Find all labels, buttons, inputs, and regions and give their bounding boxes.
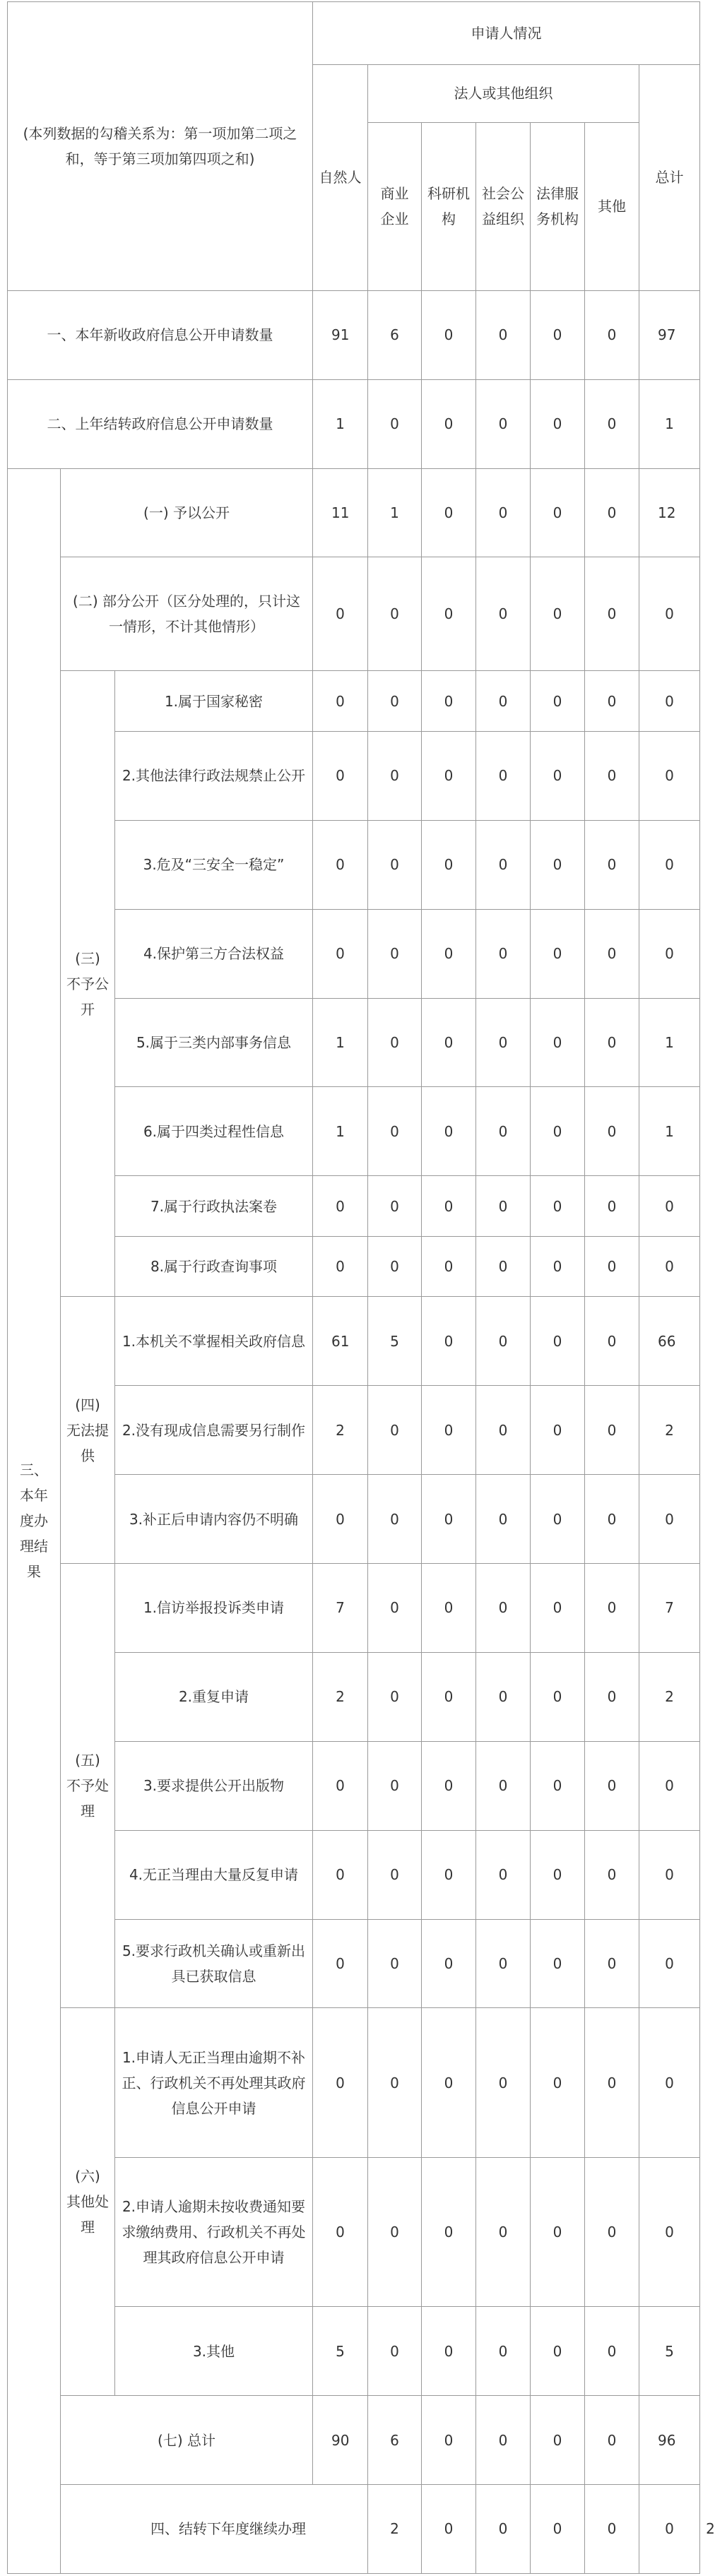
cell-value: 0 bbox=[531, 998, 585, 1087]
table-row bbox=[8, 671, 700, 732]
cell-value: 0 bbox=[531, 2157, 585, 2306]
cell-value: 0 bbox=[422, 2307, 476, 2396]
applicant-header: 申请人情况 bbox=[313, 2, 700, 65]
cell-value: 0 bbox=[585, 1919, 639, 2008]
cell-value: 0 bbox=[422, 557, 476, 671]
row-label: 6.属于四类过程性信息 bbox=[115, 1087, 313, 1176]
cell-value: 0 bbox=[531, 2484, 585, 2573]
cell-value: 0 bbox=[476, 468, 531, 557]
cell-value: 0 bbox=[585, 1386, 639, 1475]
col-business: 商业企业 bbox=[368, 123, 422, 291]
cell-value: 0 bbox=[476, 1297, 531, 1386]
cell-value: 97 bbox=[639, 290, 700, 379]
row-label: 四、结转下年度继续办理 bbox=[61, 2484, 368, 2573]
cell-value: 0 bbox=[313, 671, 368, 732]
cell-value: 0 bbox=[476, 1741, 531, 1830]
cell-value: 0 bbox=[313, 732, 368, 821]
cell-value: 0 bbox=[313, 1919, 368, 2008]
cell-value: 0 bbox=[476, 557, 531, 671]
gov-info-disclosure-table bbox=[7, 1, 715, 2574]
cell-value: 0 bbox=[531, 1176, 585, 1237]
cell-value: 0 bbox=[531, 2396, 585, 2485]
cell-value: 0 bbox=[476, 671, 531, 732]
cell-value: 0 bbox=[422, 671, 476, 732]
table-row bbox=[8, 557, 700, 671]
cell-value: 2 bbox=[313, 1652, 368, 1741]
table-row bbox=[8, 379, 700, 468]
cell-value: 0 bbox=[476, 1386, 531, 1475]
cell-value: 0 bbox=[585, 1564, 639, 1653]
cell-value: 1 bbox=[368, 468, 422, 557]
cell-value: 0 bbox=[585, 557, 639, 671]
cell-value: 0 bbox=[422, 1741, 476, 1830]
cell-value: 0 bbox=[422, 2484, 476, 2573]
row-label: 3.补正后申请内容仍不明确 bbox=[115, 1475, 313, 1564]
cell-value: 0 bbox=[585, 2157, 639, 2306]
cell-value: 61 bbox=[313, 1297, 368, 1386]
cell-value: 0 bbox=[639, 1741, 700, 1830]
legal-org-header: 法人或其他组织 bbox=[368, 64, 639, 123]
cell-value: 0 bbox=[639, 1830, 700, 1919]
cell-value: 0 bbox=[476, 1475, 531, 1564]
cell-value: 7 bbox=[639, 1564, 700, 1653]
cell-value: 0 bbox=[476, 1087, 531, 1176]
cell-value: 0 bbox=[476, 1652, 531, 1741]
cell-value: 12 bbox=[639, 468, 700, 557]
cell-value: 0 bbox=[585, 732, 639, 821]
cell-value: 0 bbox=[422, 1652, 476, 1741]
cell-value: 0 bbox=[639, 671, 700, 732]
group-label: (六) 其他处理 bbox=[61, 2008, 115, 2396]
cell-value: 0 bbox=[585, 1297, 639, 1386]
col-other: 其他 bbox=[585, 123, 639, 291]
cell-value: 0 bbox=[585, 1087, 639, 1176]
cell-value: 0 bbox=[531, 820, 585, 909]
cell-value: 0 bbox=[531, 1830, 585, 1919]
row-label: 2.其他法律行政法规禁止公开 bbox=[115, 732, 313, 821]
cell-value: 0 bbox=[531, 2307, 585, 2396]
cell-value: 0 bbox=[422, 732, 476, 821]
cell-value: 0 bbox=[368, 2307, 422, 2396]
cell-value: 0 bbox=[585, 820, 639, 909]
cell-value: 0 bbox=[422, 1087, 476, 1176]
cell-value: 0 bbox=[422, 1830, 476, 1919]
cell-value: 91 bbox=[313, 290, 368, 379]
cell-value: 0 bbox=[585, 998, 639, 1087]
cell-value: 0 bbox=[639, 2157, 700, 2306]
cell-value: 0 bbox=[639, 2008, 700, 2157]
cell-value: 0 bbox=[313, 1236, 368, 1297]
cell-value: 0 bbox=[368, 1919, 422, 2008]
cell-value: 0 bbox=[531, 290, 585, 379]
cell-value: 0 bbox=[476, 2396, 531, 2485]
cell-value: 0 bbox=[639, 732, 700, 821]
row-label: 3.其他 bbox=[115, 2307, 313, 2396]
cell-value: 7 bbox=[313, 1564, 368, 1653]
cell-value: 0 bbox=[422, 909, 476, 998]
cell-value: 0 bbox=[531, 557, 585, 671]
section3-label: 三、本年度办理结果 bbox=[8, 468, 61, 2574]
cell-value: 0 bbox=[639, 1176, 700, 1237]
cell-value: 0 bbox=[476, 1176, 531, 1237]
cell-value: 0 bbox=[531, 1564, 585, 1653]
cell-value: 0 bbox=[531, 379, 585, 468]
row-label: 4.无正当理由大量反复申请 bbox=[115, 1830, 313, 1919]
cell-value: 1 bbox=[313, 998, 368, 1087]
row-label: 3.要求提供公开出版物 bbox=[115, 1741, 313, 1830]
cell-value: 0 bbox=[422, 1297, 476, 1386]
cell-value: 0 bbox=[368, 557, 422, 671]
table-row bbox=[8, 2008, 700, 2157]
cell-value: 0 bbox=[531, 1386, 585, 1475]
cell-value: 0 bbox=[476, 732, 531, 821]
cell-value: 0 bbox=[639, 557, 700, 671]
row-label: 1.申请人无正当理由逾期不补正、行政机关不再处理其政府信息公开申请 bbox=[115, 2008, 313, 2157]
cell-value: 0 bbox=[368, 671, 422, 732]
col-total: 总计 bbox=[639, 64, 700, 290]
row-label: 2.没有现成信息需要另行制作 bbox=[115, 1386, 313, 1475]
cell-value: 0 bbox=[531, 1741, 585, 1830]
cell-value: 0 bbox=[531, 1236, 585, 1297]
row-label: 二、上年结转政府信息公开申请数量 bbox=[8, 379, 313, 468]
cell-value: 0 bbox=[639, 1919, 700, 2008]
cell-value: 0 bbox=[531, 1919, 585, 2008]
cell-value: 5 bbox=[639, 2307, 700, 2396]
table-row: 四、结转下年度继续办理 2 0 0 0 0 0 2 bbox=[8, 2484, 700, 2573]
cell-value: 0 bbox=[368, 732, 422, 821]
cell-value: 0 bbox=[422, 1919, 476, 2008]
cell-value: 0 bbox=[639, 2484, 700, 2573]
cell-value: 0 bbox=[368, 909, 422, 998]
cell-value: 0 bbox=[368, 1236, 422, 1297]
cell-value: 0 bbox=[368, 2008, 422, 2157]
cell-value: 0 bbox=[531, 1297, 585, 1386]
cell-value: 0 bbox=[531, 468, 585, 557]
row-label: 3.危及“三安全一稳定” bbox=[115, 820, 313, 909]
cell-value: 0 bbox=[585, 379, 639, 468]
cell-value: 6 bbox=[368, 2396, 422, 2485]
cell-value: 0 bbox=[585, 2307, 639, 2396]
cell-value: 0 bbox=[313, 1176, 368, 1237]
cell-value: 96 bbox=[639, 2396, 700, 2485]
cell-value: 0 bbox=[476, 1236, 531, 1297]
cell-value: 1 bbox=[639, 379, 700, 468]
cell-value: 0 bbox=[476, 1830, 531, 1919]
cell-value: 0 bbox=[476, 379, 531, 468]
cell-value: 0 bbox=[368, 1741, 422, 1830]
col-research: 科研机构 bbox=[422, 123, 476, 291]
row-label: 一、本年新收政府信息公开申请数量 bbox=[8, 290, 313, 379]
table-note: (本列数据的勾稽关系为：第一项加第二项之和，等于第三项加第四项之和) bbox=[8, 2, 313, 291]
cell-value: 0 bbox=[422, 2157, 476, 2306]
cell-value: 0 bbox=[422, 290, 476, 379]
group-label: (五) 不予处理 bbox=[61, 1564, 115, 2008]
cell-value: 0 bbox=[476, 1564, 531, 1653]
cell-value: 0 bbox=[313, 2008, 368, 2157]
cell-value: 0 bbox=[531, 732, 585, 821]
cell-value: 0 bbox=[422, 1386, 476, 1475]
cell-value: 0 bbox=[639, 909, 700, 998]
cell-value: 0 bbox=[476, 2484, 531, 2573]
row-label: 1.属于国家秘密 bbox=[115, 671, 313, 732]
row-label: 1.本机关不掌握相关政府信息 bbox=[115, 1297, 313, 1386]
cell-value: 0 bbox=[585, 2008, 639, 2157]
cell-value: 0 bbox=[639, 1475, 700, 1564]
table-row bbox=[8, 1564, 700, 1653]
cell-value: 0 bbox=[368, 2157, 422, 2306]
cell-value: 0 bbox=[476, 2008, 531, 2157]
cell-value: 0 bbox=[585, 290, 639, 379]
cell-value: 1 bbox=[639, 998, 700, 1087]
cell-value: 0 bbox=[313, 1475, 368, 1564]
col-public-welfare: 社会公益组织 bbox=[476, 123, 531, 291]
cell-value: 0 bbox=[531, 1087, 585, 1176]
group-label: (三) 不予公开 bbox=[61, 671, 115, 1297]
col-legal-service: 法律服务机构 bbox=[531, 123, 585, 291]
cell-value: 0 bbox=[585, 1652, 639, 1741]
cell-value: 2 bbox=[639, 1652, 700, 1741]
cell-value: 0 bbox=[422, 379, 476, 468]
cell-value: 0 bbox=[368, 1830, 422, 1919]
cell-value: 0 bbox=[313, 909, 368, 998]
table-row bbox=[8, 2396, 700, 2485]
cell-value: 0 bbox=[585, 468, 639, 557]
cell-value: 0 bbox=[531, 1652, 585, 1741]
row-label: (二) 部分公开（区分处理的，只计这一情形，不计其他情形） bbox=[61, 557, 313, 671]
cell-value: 0 bbox=[422, 1564, 476, 1653]
row-label: 1.信访举报投诉类申请 bbox=[115, 1564, 313, 1653]
col-natural-person: 自然人 bbox=[313, 64, 368, 290]
cell-value: 0 bbox=[476, 998, 531, 1087]
row-label: 2.申请人逾期未按收费通知要求缴纳费用、行政机关不再处理其政府信息公开申请 bbox=[115, 2157, 313, 2306]
cell-value: 0 bbox=[422, 820, 476, 909]
cell-value: 0 bbox=[422, 2396, 476, 2485]
cell-value: 0 bbox=[368, 1386, 422, 1475]
table-row bbox=[8, 468, 700, 557]
cell-value: 0 bbox=[422, 1475, 476, 1564]
cell-value: 0 bbox=[585, 1236, 639, 1297]
cell-value: 0 bbox=[422, 998, 476, 1087]
cell-value: 0 bbox=[585, 1741, 639, 1830]
cell-value: 0 bbox=[585, 671, 639, 732]
cell-value: 5 bbox=[368, 1297, 422, 1386]
table-row bbox=[8, 290, 700, 379]
cell-value: 0 bbox=[368, 998, 422, 1087]
cell-value: 0 bbox=[422, 2008, 476, 2157]
cell-value: 0 bbox=[476, 2307, 531, 2396]
cell-value: 0 bbox=[422, 1176, 476, 1237]
cell-value: 0 bbox=[368, 1564, 422, 1653]
cell-value: 0 bbox=[585, 1830, 639, 1919]
cell-value: 6 bbox=[368, 290, 422, 379]
group-label: (四) 无法提供 bbox=[61, 1297, 115, 1564]
row-label: 5.属于三类内部事务信息 bbox=[115, 998, 313, 1087]
cell-value: 0 bbox=[585, 1475, 639, 1564]
cell-value: 1 bbox=[313, 1087, 368, 1176]
cell-value: 0 bbox=[585, 2396, 639, 2485]
cell-value: 0 bbox=[531, 909, 585, 998]
row-label: (七) 总计 bbox=[61, 2396, 313, 2485]
row-label: (一) 予以公开 bbox=[61, 468, 313, 557]
cell-value: 5 bbox=[313, 2307, 368, 2396]
cell-value: 1 bbox=[639, 1087, 700, 1176]
row-label: 8.属于行政查询事项 bbox=[115, 1236, 313, 1297]
cell-value: 90 bbox=[313, 2396, 368, 2485]
table-row bbox=[8, 1297, 700, 1386]
cell-value: 0 bbox=[368, 1652, 422, 1741]
cell-value: 0 bbox=[476, 1919, 531, 2008]
cell-value: 0 bbox=[422, 1236, 476, 1297]
cell-value: 0 bbox=[422, 468, 476, 557]
cell-value: 0 bbox=[476, 2157, 531, 2306]
cell-value: 0 bbox=[368, 1176, 422, 1237]
cell-value: 0 bbox=[313, 2157, 368, 2306]
cell-value: 0 bbox=[313, 557, 368, 671]
cell-value: 0 bbox=[476, 909, 531, 998]
cell-value: 0 bbox=[585, 909, 639, 998]
cell-value: 1 bbox=[313, 379, 368, 468]
cell-value: 0 bbox=[585, 1176, 639, 1237]
cell-value: 0 bbox=[368, 1087, 422, 1176]
row-label: 2.重复申请 bbox=[115, 1652, 313, 1741]
cell-value: 0 bbox=[531, 1475, 585, 1564]
cell-value: 0 bbox=[639, 1236, 700, 1297]
cell-value: 0 bbox=[313, 820, 368, 909]
cell-value: 66 bbox=[639, 1297, 700, 1386]
cell-value: 0 bbox=[313, 1830, 368, 1919]
cell-value: 2 bbox=[368, 2484, 422, 2573]
cell-value: 0 bbox=[531, 2008, 585, 2157]
cell-value: 0 bbox=[585, 2484, 639, 2573]
cell-value: 0 bbox=[368, 1475, 422, 1564]
cell-value: 0 bbox=[639, 820, 700, 909]
cell-value: 11 bbox=[313, 468, 368, 557]
cell-value: 0 bbox=[313, 1741, 368, 1830]
row-label: 7.属于行政执法案卷 bbox=[115, 1176, 313, 1237]
cell-value: 2 bbox=[639, 1386, 700, 1475]
cell-value: 0 bbox=[531, 671, 585, 732]
cell-value: 0 bbox=[368, 379, 422, 468]
cell-value: 0 bbox=[476, 820, 531, 909]
cell-value: 0 bbox=[476, 290, 531, 379]
row-label: 4.保护第三方合法权益 bbox=[115, 909, 313, 998]
row-label: 5.要求行政机关确认或重新出具已获取信息 bbox=[115, 1919, 313, 2008]
cell-value: 2 bbox=[313, 1386, 368, 1475]
cell-value: 0 bbox=[368, 820, 422, 909]
